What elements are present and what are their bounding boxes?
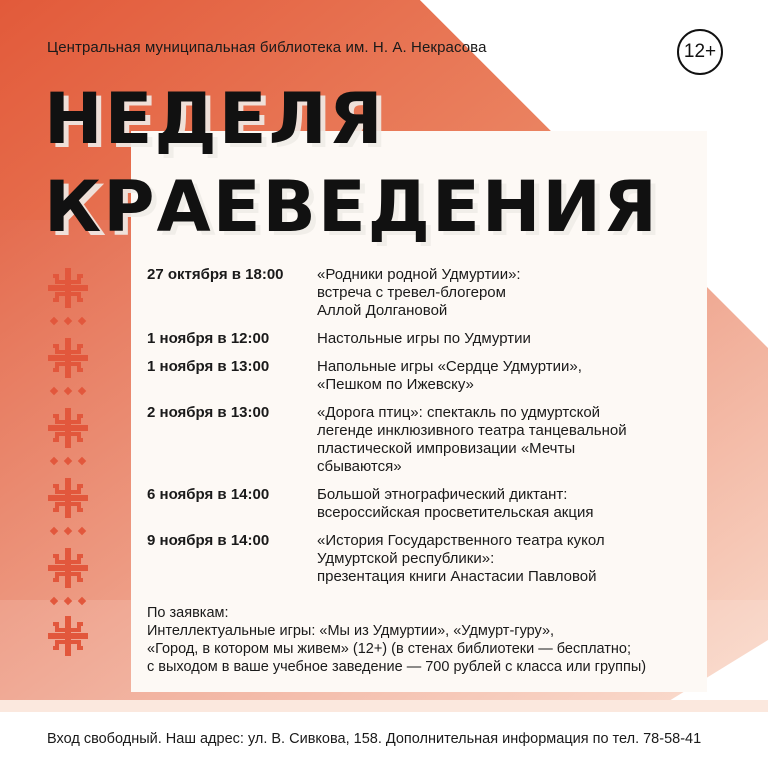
event-date: 1 ноября в 12:00	[147, 330, 270, 347]
event-line: Настольные игры по Удмуртии	[317, 330, 531, 347]
event-line: «Дорога птиц»: спектакль по удмуртской	[317, 404, 601, 421]
ornament-motif	[48, 408, 88, 448]
event-line: встреча с тревел-блогером	[317, 284, 506, 301]
event-date: 9 ноября в 14:00	[147, 532, 270, 549]
event-date: 1 ноября в 13:00	[147, 358, 270, 375]
requests-line: Интеллектуальные игры: «Мы из Удмуртии», «Удмурт-гуру»,	[147, 623, 555, 639]
title-line-1: НЕДЕЛЯ	[44, 78, 385, 160]
event-line: легенде инклюзивного театра танцевальной	[317, 422, 627, 439]
event-description	[317, 358, 707, 394]
ornament-diamonds	[50, 527, 86, 535]
library-name: Центральная муниципальная библиотека им. Н. А. Некрасова	[47, 39, 487, 56]
event-line: «Родники родной Удмуртии»:	[317, 266, 521, 283]
event-line: «Пешком по Ижевску»	[317, 376, 474, 393]
event-item	[147, 532, 707, 586]
requests-line: с выходом в ваше учебное заведение — 700 рублей с класса или группы)	[147, 659, 647, 675]
event-line: сбываются»	[317, 458, 402, 475]
footer-info: Вход свободный. Наш адрес: ул. В. Сивкова, 158. Дополнительная информация по тел. 78-58-41	[47, 731, 702, 747]
ornament-diamonds	[50, 597, 86, 605]
event-description	[317, 404, 707, 476]
ornament-motif	[48, 338, 88, 378]
event-line: пластической импровизации «Мечты	[317, 440, 576, 457]
event-date: 6 ноября в 14:00	[147, 486, 270, 503]
event-line: Напольные игры «Сердце Удмуртии»,	[317, 358, 582, 375]
age-rating-badge: 12+	[677, 29, 723, 75]
footer-fade	[0, 700, 768, 712]
event-list	[147, 266, 707, 596]
ornament-diamonds	[50, 317, 86, 325]
event-item	[147, 266, 707, 320]
event-item	[147, 330, 707, 348]
ornament-diamonds	[50, 457, 86, 465]
title-line-2: КРАЕВЕДЕНИЯ	[44, 166, 659, 248]
event-description	[317, 330, 707, 348]
ornament-diamonds	[50, 387, 86, 395]
event-line: презентация книги Анастасии Павловой	[317, 568, 597, 585]
event-line: Аллой Долгановой	[317, 302, 448, 319]
event-description	[317, 532, 707, 586]
requests-block	[147, 604, 646, 676]
requests-heading: По заявкам:	[147, 605, 229, 621]
event-line: всероссийская просветительская акция	[317, 504, 594, 521]
event-line: Удмуртской республики»:	[317, 550, 495, 567]
event-line: «История Государственного театра кукол	[317, 532, 605, 549]
event-description	[317, 266, 707, 320]
ornament-motif	[48, 616, 88, 656]
event-description	[317, 486, 707, 522]
event-line: Большой этнографический диктант:	[317, 486, 568, 503]
ornament-motif	[48, 548, 88, 588]
event-item	[147, 358, 707, 394]
event-item	[147, 404, 707, 476]
event-item	[147, 486, 707, 522]
ornament-motif	[48, 268, 88, 308]
ornament-motif	[48, 478, 88, 518]
requests-line: «Город, в котором мы живем» (12+) (в стенах библиотеки — бесплатно;	[147, 641, 632, 657]
event-date: 2 ноября в 13:00	[147, 404, 270, 421]
ornament-column	[47, 268, 89, 658]
event-date: 27 октября в 18:00	[147, 266, 284, 283]
